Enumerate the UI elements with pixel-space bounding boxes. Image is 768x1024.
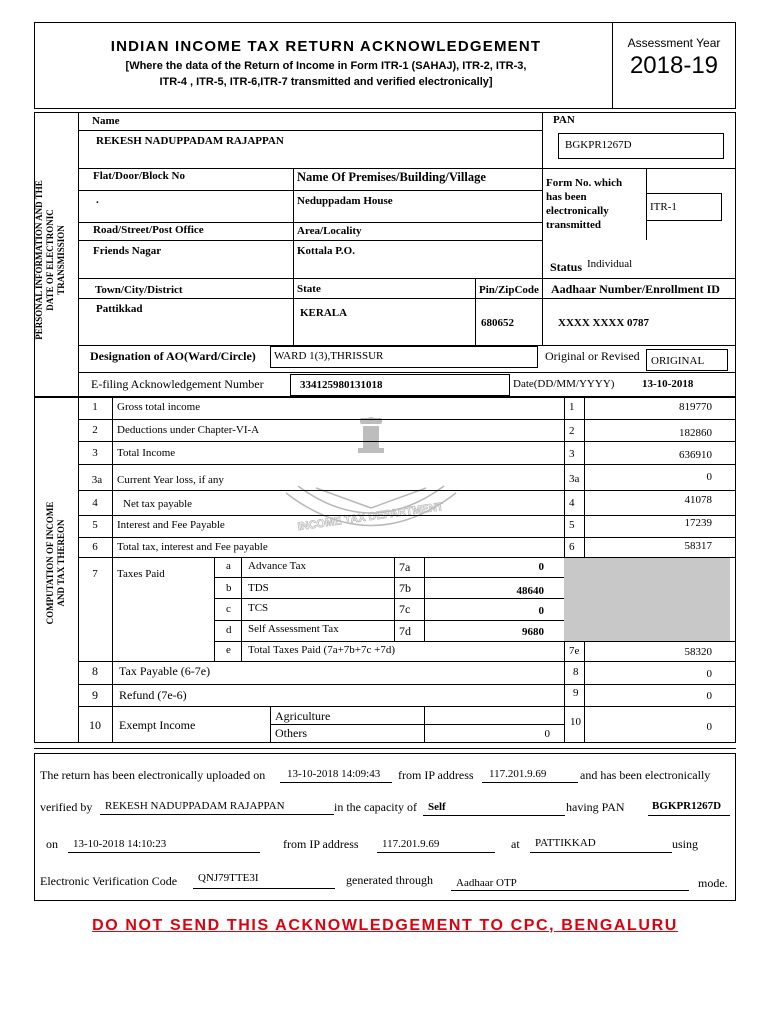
assessment-year-label: Assessment Year	[627, 36, 721, 50]
row-ref: 4	[569, 497, 575, 509]
verification-text: generated through	[346, 873, 433, 887]
refund-label: Refund (7e-6)	[119, 688, 187, 702]
row-no: 1	[92, 401, 98, 413]
row-value: 41078	[684, 494, 712, 506]
subtitle-line-2: ITR-4 , ITR-5, ITR-6,ITR-7 transmitted and verified electronically]	[159, 76, 493, 88]
aadhaar-value: XXXX XXXX 0787	[558, 317, 650, 329]
shaded-area	[564, 558, 730, 641]
tp-value: 0	[538, 605, 544, 617]
premises-value: Neduppadam House	[297, 195, 393, 207]
tax-payable-label: Tax Payable (6-7e)	[119, 664, 211, 678]
verification-text: Electronic Verification Code	[40, 874, 178, 888]
ack-label: E-filing Acknowledgement Number	[91, 377, 264, 391]
verification-pan: BGKPR1267D	[652, 800, 722, 812]
aadhaar-label: Aadhaar Number/Enrollment ID	[551, 282, 720, 296]
row-label: Total Income	[117, 447, 176, 459]
status-label: Status	[550, 260, 583, 274]
date-label: Date(DD/MM/YYYY)	[513, 378, 615, 390]
town-label: Town/City/District	[95, 284, 183, 296]
row-value: 17239	[684, 517, 712, 529]
verification-text: mode.	[698, 876, 728, 890]
verification-text: and has been electronically	[580, 768, 711, 782]
tp-label: Advance Tax	[248, 560, 306, 572]
tp-ref: 7c	[399, 602, 411, 616]
row-no: 3	[92, 447, 98, 459]
tp-ref: 7a	[399, 560, 411, 574]
tp-label: Self Assessment Tax	[248, 623, 339, 635]
page-title: INDIAN INCOME TAX RETURN ACKNOWLEDGEMENT	[110, 38, 542, 55]
capacity: Self	[428, 801, 446, 813]
row-no: 4	[92, 497, 98, 509]
tax-payable-no: 8	[92, 664, 98, 678]
exempt-others-label: Others	[275, 726, 307, 740]
row-ref: 3	[569, 448, 575, 460]
row-value: 58317	[684, 540, 712, 552]
verification-text: The return has been electronically uploaded on	[40, 768, 266, 782]
total-paid-ref: 7e	[569, 645, 580, 657]
row-value: 0	[706, 471, 712, 483]
verification-text: on	[46, 837, 58, 851]
row-ref: 6	[569, 541, 575, 553]
row-ref: 5	[569, 519, 575, 531]
flat-label: Flat/Door/Block No	[93, 170, 185, 182]
area-label: Area/Locality	[297, 225, 362, 237]
verify-place: PATTIKKAD	[535, 837, 596, 849]
ao-label: Designation of AO(Ward/Circle)	[90, 349, 256, 363]
warning-text: DO NOT SEND THIS ACKNOWLEDGEMENT TO CPC, BENGALURU	[92, 917, 678, 934]
verify-datetime: 13-10-2018 14:10:23	[73, 838, 167, 850]
verification-text: at	[511, 837, 520, 851]
refund-ref: 9	[573, 687, 579, 699]
verification-text: using	[672, 837, 699, 851]
exempt-no: 10	[89, 718, 101, 732]
row-label: Current Year loss, if any	[117, 474, 224, 486]
upload-ip: 117.201.9.69	[489, 768, 547, 780]
row-no: 2	[92, 424, 98, 436]
row-ref: 2	[569, 425, 575, 437]
svg-text:INCOME TAX DEPARTMENT: INCOME TAX DEPARTMENT	[297, 500, 445, 534]
row-no: 6	[92, 541, 98, 553]
pan-label: PAN	[553, 114, 575, 126]
row-value: 182860	[679, 427, 712, 439]
refund-value: 0	[706, 690, 712, 702]
verification-text: from IP address	[398, 768, 474, 782]
assessment-year: 2018-19	[629, 52, 719, 79]
area-value: Kottala P.O.	[297, 245, 355, 257]
tp-label: TCS	[248, 602, 269, 614]
verification-method: Aadhaar OTP	[456, 877, 517, 889]
taxes-paid-no: 7	[92, 568, 98, 580]
verification-text: from IP address	[283, 837, 359, 851]
tp-letter: d	[226, 624, 232, 636]
form-no-label: Form No. which has been electronically transmitted	[546, 177, 623, 231]
computation-section-label: COMPUTATION OF INCOME AND TAX THEREON	[45, 501, 66, 625]
state-label: State	[297, 283, 321, 295]
evc-code: QNJ79TTE3I	[198, 872, 259, 884]
verification-text: having PAN	[566, 800, 625, 814]
exempt-value: 0	[706, 721, 712, 733]
orig-label: Original or Revised	[545, 349, 640, 363]
row-ref: 3a	[569, 473, 580, 485]
tp-label: TDS	[248, 582, 269, 594]
tp-letter: b	[226, 582, 232, 594]
name-value: REKESH NADUPPADAM RAJAPPAN	[96, 135, 284, 147]
date-value: 13-10-2018	[642, 378, 694, 390]
verifier-name: REKESH NADUPPADAM RAJAPPAN	[105, 800, 285, 812]
flat-value: .	[96, 194, 99, 206]
row-label: Interest and Fee Payable	[117, 519, 225, 531]
verify-ip: 117.201.9.69	[382, 838, 440, 850]
tp-value: 9680	[522, 626, 544, 638]
exempt-others-value: 0	[544, 728, 550, 740]
exempt-ref: 10	[570, 716, 581, 728]
upload-datetime: 13-10-2018 14:09:43	[287, 768, 381, 780]
personal-section-label: PERSONAL INFORMATION AND THE DATE OF ELECTRONIC TRANSMISSION	[34, 180, 66, 340]
row-label: Deductions under Chapter-VI-A	[117, 424, 260, 436]
town-value: Pattikkad	[96, 303, 143, 315]
status-value: Individual	[587, 258, 633, 270]
row-label: Gross total income	[117, 401, 201, 413]
row-ref: 1	[569, 401, 575, 413]
tp-value: 48640	[516, 585, 544, 597]
tax-payable-value: 0	[706, 668, 712, 680]
tp-value: 0	[538, 561, 544, 573]
exempt-agri-label: Agriculture	[275, 709, 331, 723]
row-value: 819770	[679, 401, 712, 413]
tp-ref: 7d	[399, 624, 411, 638]
tax-payable-ref: 8	[573, 666, 579, 678]
road-value: Friends Nagar	[93, 245, 162, 257]
orig-value: ORIGINAL	[651, 355, 705, 367]
exempt-label: Exempt Income	[119, 718, 196, 732]
total-paid-label: Total Taxes Paid (7a+7b+7c +7d)	[248, 644, 396, 656]
total-paid-letter: e	[226, 644, 231, 656]
verification-text: verified by	[40, 800, 93, 814]
form-no-value: ITR-1	[650, 201, 677, 213]
row-label: Total tax, interest and Fee payable	[117, 541, 268, 553]
taxes-paid-label: Taxes Paid	[117, 568, 165, 580]
pin-value: 680652	[481, 317, 514, 329]
row-label: Net tax payable	[123, 498, 193, 510]
state-value: KERALA	[300, 307, 348, 319]
row-value: 636910	[679, 449, 712, 461]
verification-text: in the capacity of	[334, 800, 417, 814]
row-no: 5	[92, 519, 98, 531]
emblem-watermark-icon	[276, 408, 466, 548]
pan-value: BGKPR1267D	[565, 139, 632, 151]
total-paid-value: 58320	[684, 646, 712, 658]
road-label: Road/Street/Post Office	[93, 224, 204, 236]
row-no: 3a	[91, 474, 103, 486]
pin-label: Pin/ZipCode	[479, 284, 539, 296]
refund-no: 9	[92, 688, 98, 702]
subtitle-line-1: [Where the data of the Return of Income in Form ITR-1 (SAHAJ), ITR-2, ITR-3,	[125, 60, 527, 72]
premises-label: Name Of Premises/Building/Village	[297, 170, 486, 184]
name-label: Name	[92, 115, 120, 127]
tp-ref: 7b	[399, 581, 411, 595]
tp-letter: a	[226, 560, 231, 572]
ack-value: 334125980131018	[300, 379, 383, 391]
tp-letter: c	[226, 603, 231, 615]
ao-value: WARD 1(3),THRISSUR	[274, 350, 384, 362]
